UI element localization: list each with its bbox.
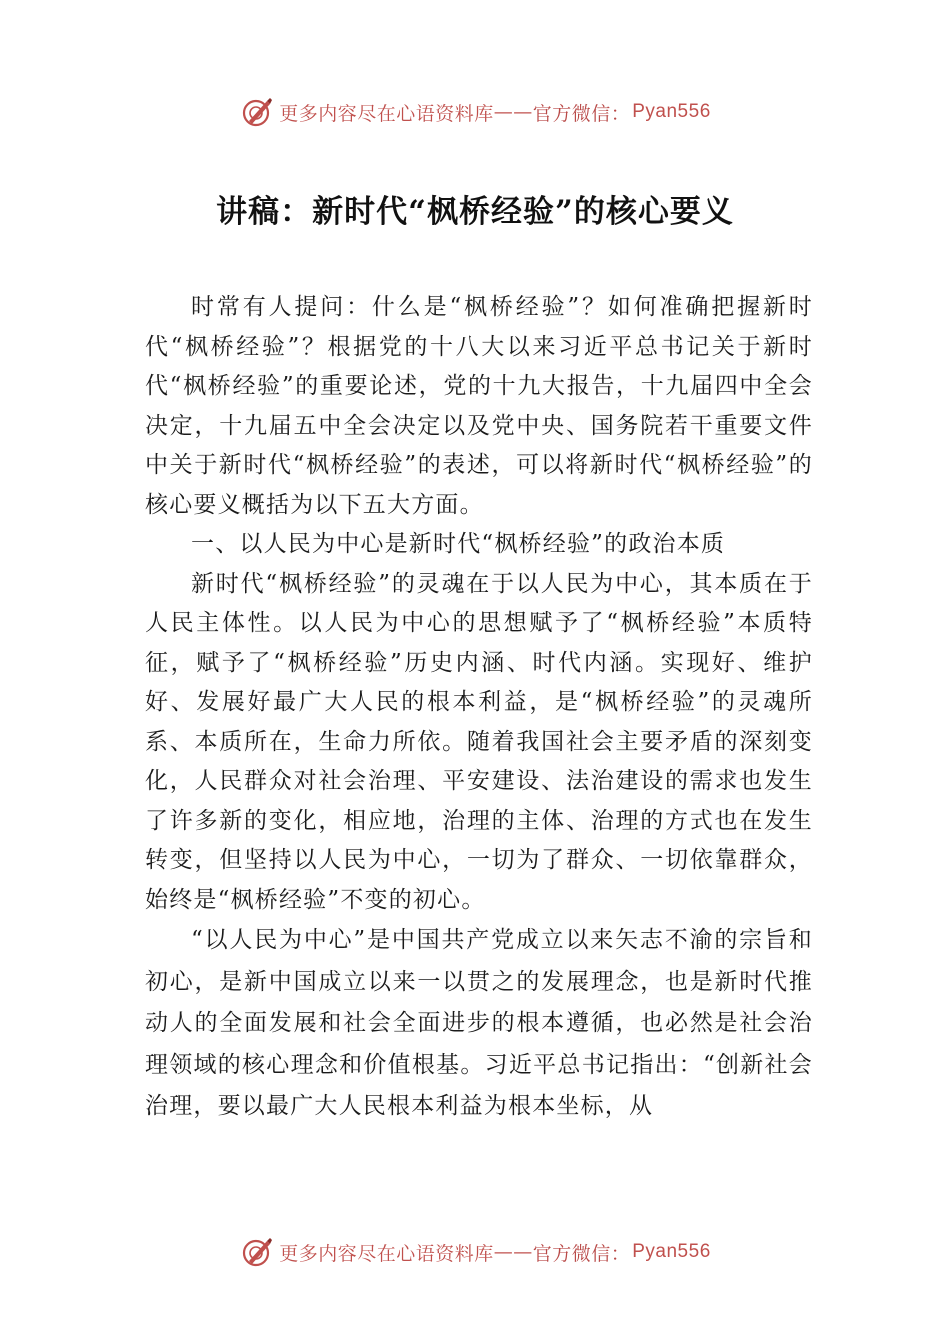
banner-wechat-label: 官方微信： bbox=[532, 1242, 631, 1265]
banner-dash: —— bbox=[493, 101, 533, 123]
page-title: 讲稿：新时代“枫桥经验”的核心要义 bbox=[216, 194, 734, 230]
pen-logo-icon bbox=[239, 95, 273, 129]
section-heading: 一、以人民为中心是新时代“枫桥经验”的政治本质 bbox=[191, 531, 726, 557]
footer-banner bbox=[0, 1232, 950, 1272]
body-paragraph: “以人民为中心”是中国共产党成立以来矢志不渝的宗旨和初心，是新中国成立以来一以贯之的发展理念，也是新时代推动人的全面发展和社会全面进步的根本遵循，也必然是社会治理领域的核心理念和价值根基。习近平总书记指出：“创新社会治理，要以最广大人民根本利益为根本坐标，从 bbox=[145, 927, 813, 1119]
banner-wechat-label: 官方微信： bbox=[532, 102, 631, 125]
body-paragraph: 时常有人提问：什么是“枫桥经验”？如何准确把握新时代“枫桥经验”？根据党的十八大以来习近平总书记关于新时代“枫桥经验”的重要论述，党的十九大报告，十九届四中全会决定，十九届五中全会决定以及党中央、国务院若干重要文件中关于新时代“枫桥经验”的表述，可以将新时代“枫桥经验”的核心要义概括为以下五大方面。 bbox=[145, 294, 813, 518]
body-paragraph: 新时代“枫桥经验”的灵魂在于以人民为中心，其本质在于人民主体性。以人民为中心的思想赋予了“枫桥经验”本质特征，赋予了“枫桥经验”历史内涵、时代内涵。实现好、维护好、发展好最广大人民的根本利益，是“枫桥经验”的灵魂所系、本质所在，生命力所依。随着我国社会主要矛盾的深刻变化，人民群众对社会治理、平安建设、法治建设的需求也发生了许多新的变化，相应地，治理的主体、治理的方式也在发生转变，但坚持以人民为中心，一切为了群众、一切依靠群众，始终是“枫桥经验”不变的初心。 bbox=[145, 570, 813, 913]
pen-logo-icon bbox=[239, 1235, 273, 1269]
banner-brand-text: 更多内容尽在心语资料库 bbox=[279, 102, 494, 125]
banner-brand-text: 更多内容尽在心语资料库 bbox=[279, 1242, 494, 1265]
header-banner bbox=[0, 92, 950, 132]
banner-dash: —— bbox=[493, 1241, 533, 1263]
banner-wechat-id: Pyan556 bbox=[632, 1241, 711, 1262]
document-body bbox=[145, 288, 813, 1128]
banner-wechat-id: Pyan556 bbox=[632, 101, 711, 122]
